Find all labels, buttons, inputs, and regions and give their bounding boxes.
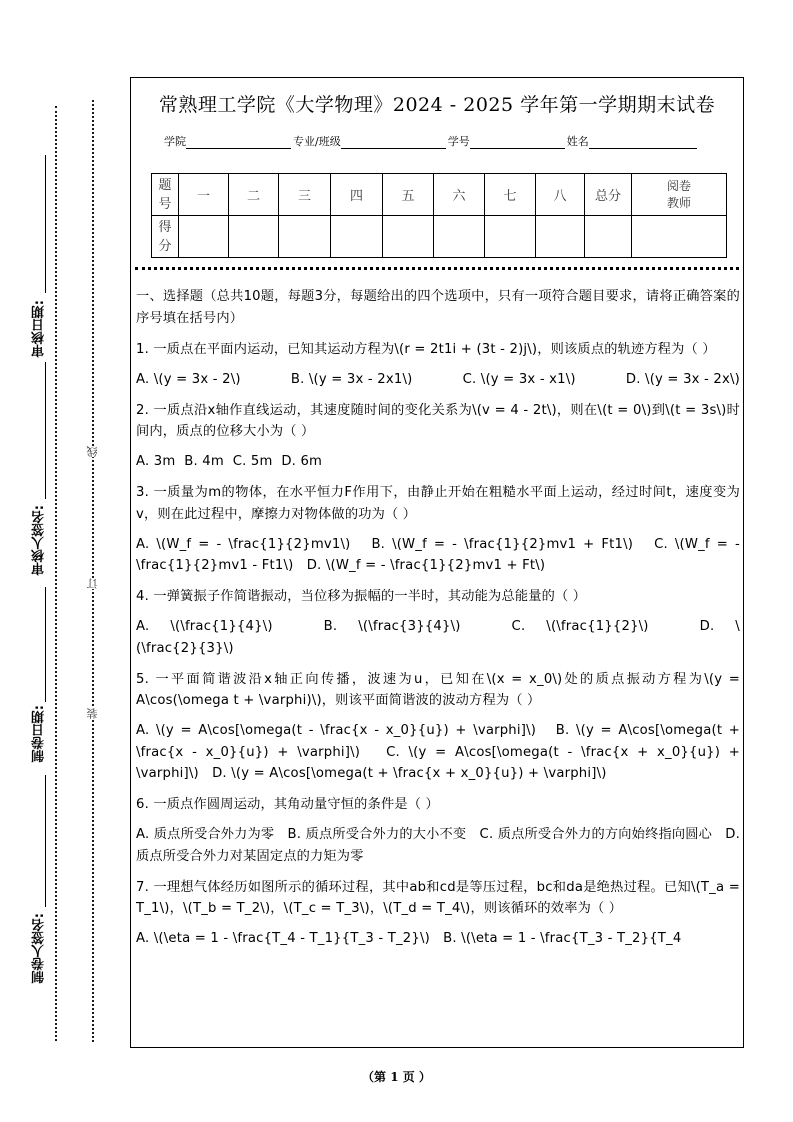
binding-mark-staple: 订 [86,578,99,589]
question-stem: 6. 一质点作圆周运动，其角动量守恒的条件是（ ） [136,797,439,812]
option-a: A. 3m [136,454,176,469]
score-cell-grader[interactable] [632,216,727,258]
name-label: 姓名 [566,135,589,148]
student-info-row [164,133,699,149]
option-c: C. \(y = A\cos[\omega(t - \frac{x + x_0}{u}) + \varphi]\) [136,744,740,781]
paper-maker-signature-label: 制卷人签名: [32,913,47,984]
option-b: B. \(\eta = 1 - \frac{T_3 - T_2}{T_4 [443,931,682,946]
row-header-question-number: 题 号 [152,174,179,216]
question-options [136,616,740,659]
question-options [136,451,740,473]
col-header: 五 [383,174,434,216]
signature-line [45,775,46,907]
col-header: 四 [331,174,383,216]
col-header: 二 [229,174,279,216]
student-id-label: 学号 [447,135,470,148]
col-header: 八 [536,174,585,216]
option-b: B. 4m [184,454,224,469]
option-a: A. \(\frac{1}{4}\) [136,619,273,634]
col-header-grader: 阅卷 教师 [632,174,727,216]
row-header-score: 得 分 [152,216,179,258]
score-cell[interactable] [383,216,434,258]
col-header: 三 [279,174,331,216]
option-b: B. \(y = A\cos[\omega(t + \frac{x - x_0}{u}) + \varphi]\) [136,723,741,760]
signature-line [45,362,46,499]
question-options [136,928,740,950]
option-c: C. \(W_f = - \frac{1}{2}mv1 - Ft1\) [136,536,740,573]
major-class-field[interactable] [341,136,446,149]
col-header: 一 [179,174,229,216]
signature-line [45,155,46,293]
score-cell[interactable] [536,216,585,258]
score-cell[interactable] [279,216,331,258]
exam-frame [130,77,744,1048]
col-header: 七 [485,174,536,216]
question-options [136,720,740,785]
option-b: B. \(W_f = - \frac{1}{2}mv1 + Ft1\) [371,536,634,552]
option-c: C. 质点所受合外力的方向始终指向圆心 [479,827,713,842]
option-a: A. 质点所受合外力为零 [136,827,275,842]
option-b: B. \(\frac{3}{4}\) [323,619,461,634]
col-header-total: 总分 [585,174,632,216]
score-table [151,173,727,258]
binding-mark-line: 线 [86,446,99,457]
question-stem: 2. 一质点沿x轴作直线运动，其速度随时间的变化关系为\(v = 4 - 2t\)，则在\(t = 0\)到\(t = 3s\)时间内，质点的位移大小为（ ） [136,402,740,439]
question-stem: 5. 一平面简谐波沿x轴正向传播，波速为u，已知在\(x = x_0\)处的质点振动方程为\(y = A\cos(\omega t + \varphi)\)，则该平面简谐波的波动方程为（ ） [136,671,740,708]
inner-dotted-line [55,106,57,1041]
question-stem: 3. 一质量为m的物体，在水平恒力F作用下，由静止开始在粗糙水平面上运动，经过时间t，速度变为v，则在此过程中，摩擦力对物体做的功为（ ） [136,485,740,522]
option-d: D. \(y = A\cos[\omega(t + \frac{x + x_0}{u}) + \varphi]\) [212,766,607,781]
score-cell-total[interactable] [585,216,632,258]
exam-title: 常熟理工学院《大学物理》2024 - 2025 学年第一学期期末试卷 [158,94,716,116]
review-date-label: 审核日期: [32,300,47,358]
option-d: D. 6m [281,454,323,469]
name-field[interactable] [589,136,697,149]
option-a: A. \(W_f = - \frac{1}{2}mv1\) [136,536,351,552]
college-field[interactable] [186,136,291,149]
option-a: A. \(y = A\cos[\omega(t - \frac{x - x_0}{u}) + \varphi]\) [136,723,537,738]
question-stem: 1. 一质点在平面内运动，已知其运动方程为\(r = 2t1i + (3t - 2)j\)，则该质点的轨迹方程为（ ） [136,341,716,357]
major-class-label: 专业/班级 [293,135,341,148]
score-cell[interactable] [229,216,279,258]
option-d: D. \(W_f = - \frac{1}{2}mv1 + Ft\) [306,558,546,573]
question-options [136,824,740,867]
option-c: C. \(y = 3x - x1\) [462,371,576,387]
question-options [136,534,740,577]
option-b: B. \(y = 3x - 2x1\) [290,371,413,387]
section-heading: 一、选择题（总共10题，每题3分，每题给出的四个选项中，只有一项符合题目要求，请将正确答案的序号填在括号内） [136,289,740,326]
student-id-field[interactable] [470,136,565,149]
exam-content [136,286,740,959]
outer-dotted-line [92,100,94,1042]
score-cell[interactable] [485,216,536,258]
col-header: 六 [434,174,485,216]
option-b: B. 质点所受合外力的大小不变 [287,827,467,842]
binding-mark-bind: 装 [86,708,99,719]
score-row [152,216,727,258]
option-d: D. \(\frac{2}{3}\) [136,619,740,656]
score-cell[interactable] [331,216,383,258]
question-stem: 7. 一理想气体经历如图所示的循环过程，其中ab和cd是等压过程，bc和da是绝热过程。已知\(T_a = T_1\)，\(T_b = T_2\)，\(T_c = T_3\)，\(T_d = T_4\)，则该循环的效率为（ ） [136,879,740,916]
option-a: A. \(\eta = 1 - \frac{T_4 - T_1}{T_3 - T_2}\) [136,931,430,946]
option-d: D. \(y = 3x - 2x\) [625,371,740,387]
question-stem: 4. 一弹簧振子作简谐振动，当位移为振幅的一半时，其动能为总能量的（ ） [136,589,587,604]
reviewer-signature-label: 审核人签名: [32,505,47,576]
question-options [136,369,740,391]
option-c: C. \(\frac{1}{2}\) [511,619,649,634]
signature-line [45,587,46,702]
option-c: C. 5m [232,454,273,469]
option-d: D. 质点所受合外力对某固定点的力矩为零 [136,827,740,864]
score-cell[interactable] [179,216,229,258]
paper-date-label: 制卷日期: [32,705,47,763]
question-number-row [152,174,727,216]
option-a: A. \(y = 3x - 2\) [136,371,241,387]
college-label: 学院 [164,135,186,148]
dotted-separator [135,267,739,270]
score-cell[interactable] [434,216,485,258]
page-number: （第 1 页 ） [362,1070,431,1084]
